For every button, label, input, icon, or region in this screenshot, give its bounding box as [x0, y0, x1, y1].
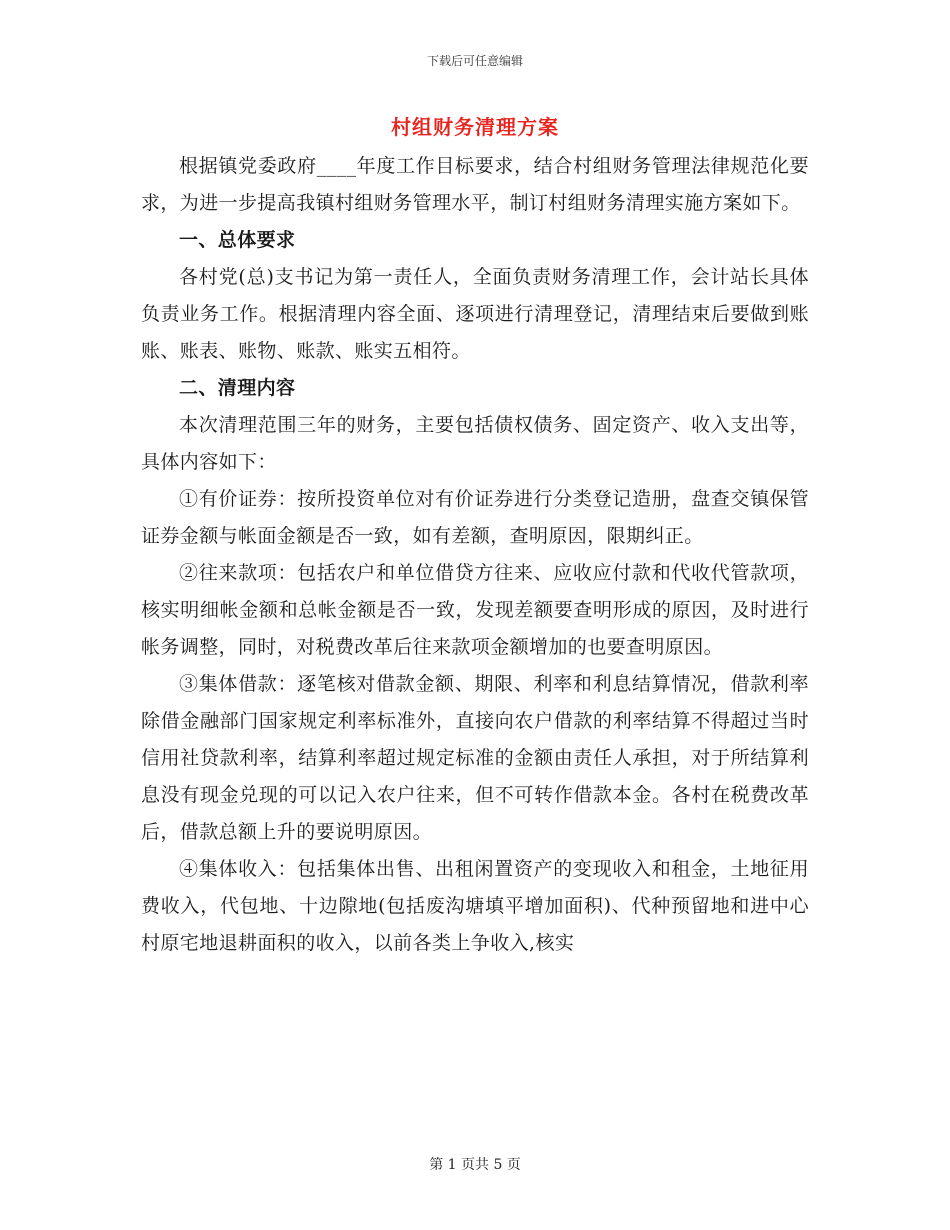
- paragraph-collective-income: ④集体收入：包括集体出售、出租闲置资产的变现收入和租金，土地征用费收入，代包地、十边隙地(包括废沟塘填平增加面积)、代种预留地和进中心村原宅地退耕面积的收入，以前各类上争收入,核实: [141, 858, 809, 954]
- paragraph-overall-requirements: 各村党(总)支书记为第一责任人，全面负责财务清理工作，会计站长具体负责业务工作。根据清理内容全面、逐项进行清理登记，清理结束后要做到账账、账表、账物、账款、账实五相符。: [141, 266, 809, 362]
- document-body: [141, 148, 809, 962]
- section-heading-overall-requirements: 一、总体要求: [179, 229, 296, 251]
- header-note: 下载后可任意编辑: [426, 54, 523, 68]
- paragraph-securities: ①有价证券：按所投资单位对有价证券进行分类登记造册，盘查交镇保管证券金额与帐面金额是否一致，如有差额，查明原因，限期纠正。: [141, 488, 809, 547]
- document-title: 村组财务清理方案: [391, 115, 559, 139]
- paragraph-collective-loans: ③集体借款：逐笔核对借款金额、期限、利率和利息结算情况，借款利率除借金融部门国家规定利率标准外，直接向农户借款的利率结算不得超过当时信用社贷款利率，结算利率超过规定标准的金额由责任人承担，对于所结算利息没有现金兑现的可以记入农户往来，但不可转作借款本金。各村在税费改革后，借款总额上升的要说明原因。: [141, 673, 809, 843]
- intro-paragraph: 根据镇党委政府____年度工作目标要求，结合村组财务管理法律规范化要求，为进一步提高我镇村组财务管理水平，制订村组财务清理实施方案如下。: [141, 155, 809, 214]
- section-heading-cleanup-content: 二、清理内容: [179, 377, 296, 399]
- paragraph-accounts: ②往来款项：包括农户和单位借贷方往来、应收应付款和代收代管款项，核实明细帐金额和总帐金额是否一致，发现差额要查明形成的原因，及时进行帐务调整，同时，对税费改革后往来款项金额增加的也要查明原因。: [141, 562, 809, 658]
- page-footer: 第 1 页共 5 页: [429, 1157, 521, 1173]
- paragraph-cleanup-scope: 本次清理范围三年的财务，主要包括债权债务、固定资产、收入支出等，具体内容如下：: [141, 414, 809, 473]
